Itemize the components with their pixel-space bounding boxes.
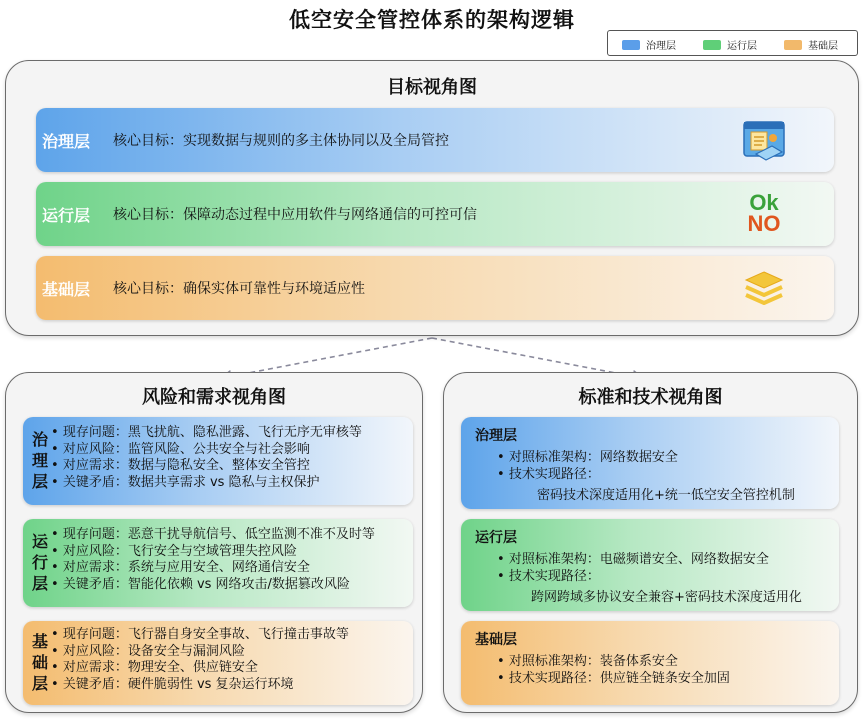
list-item: • 对照标准架构：电磁频谱安全、网络数据安全 [497,552,769,567]
goal-row-governance [36,108,834,172]
goal-text: 核心目标：实现数据与规则的多主体协同以及全局管控 [113,133,449,149]
standard-row-tag: 治理层 [475,428,517,444]
standard-view-panel [443,372,858,713]
risk-row-tag: 治 理 层 [31,430,48,491]
standard-item-list [497,653,730,687]
data-governance-icon [742,118,786,162]
risk-item-list [51,527,375,593]
no-label: NO [747,211,781,236]
legend-label: 基础层 [808,41,838,52]
layers-icon [742,266,786,310]
risk-row-foundation [23,621,413,705]
goal-tag: 基础层 [42,280,91,299]
goal-row-foundation [36,256,834,320]
goal-text: 核心目标：保障动态过程中应用软件与网络通信的可控可信 [113,207,477,223]
list-item: • 对应需求：物理安全、供应链安全 [51,660,258,675]
risk-view-title: 风险和需求视角图 [142,387,286,408]
list-item: • 技术实现路径： [497,467,600,482]
risk-row-tag: 基 础 层 [31,632,48,693]
risk-row-governance [23,417,413,505]
tech-path-detail: 密码技术深度适用化+统一低空安全管控机制 [537,488,795,503]
list-item: • 对应风险：飞行安全与空域管理失控风险 [51,543,297,559]
ok-label: Ok [749,190,779,215]
ok-no-icon [742,192,786,236]
risk-item-list [51,425,362,491]
list-item: • 对应需求：数据与隐私安全、整体安全管控 [51,458,310,473]
standard-row-operation [461,519,839,611]
risk-row-tag: 运 行 层 [31,532,48,593]
standard-row-governance [461,417,839,509]
list-item: • 现存问题：黑飞扰航、隐私泄露、飞行无序无审核等 [51,425,362,440]
list-item: • 关键矛盾：智能化依赖 vs 网络攻击/数据篡改风险 [51,576,350,592]
page-title: 低空安全管控体系的架构逻辑 [289,8,575,32]
standard-row-foundation [461,621,839,705]
list-item: • 技术实现路径： [497,569,600,584]
legend-label: 运行层 [727,41,757,52]
list-item: • 对应风险：设备安全与漏洞风险 [51,643,245,659]
tech-path-detail: 跨网跨域多协议安全兼容+密码技术深度适用化 [531,590,802,605]
list-item: • 对应风险：监管风险、公共安全与社会影响 [51,441,310,457]
list-item: • 对照标准架构：装备体系安全 [497,654,678,669]
list-item: • 技术实现路径：供应链全链条安全加固 [497,671,730,686]
goal-row-operation [36,182,834,246]
standard-view-title: 标准和技术视角图 [578,387,723,408]
list-item: • 现存问题：飞行器自身安全事故、飞行撞击事故等 [51,627,349,642]
list-item: • 关键矛盾：数据共享需求 vs 隐私与主权保护 [51,474,320,490]
risk-item-list [51,627,349,693]
risk-view-panel [5,372,423,713]
legend-label: 治理层 [646,41,676,52]
list-item: • 关键矛盾：硬件脆弱性 vs 复杂运行环境 [51,676,294,692]
goal-tag: 运行层 [42,206,91,225]
standard-item-list [497,449,678,483]
target-view-title: 目标视角图 [387,77,477,98]
list-item: • 现存问题：恶意干扰导航信号、低空监测不准不及时等 [51,527,375,542]
standard-item-list [497,551,769,585]
list-item: • 对照标准架构：网络数据安全 [497,450,678,465]
goal-tag: 治理层 [42,132,91,151]
target-view-panel [5,60,859,336]
goal-text: 核心目标：确保实体可靠性与环境适应性 [113,281,365,297]
list-item: • 对应需求：系统与应用安全、网络通信安全 [51,560,310,575]
standard-row-tag: 基础层 [475,632,517,648]
standard-row-tag: 运行层 [475,530,517,546]
risk-row-operation [23,519,413,607]
